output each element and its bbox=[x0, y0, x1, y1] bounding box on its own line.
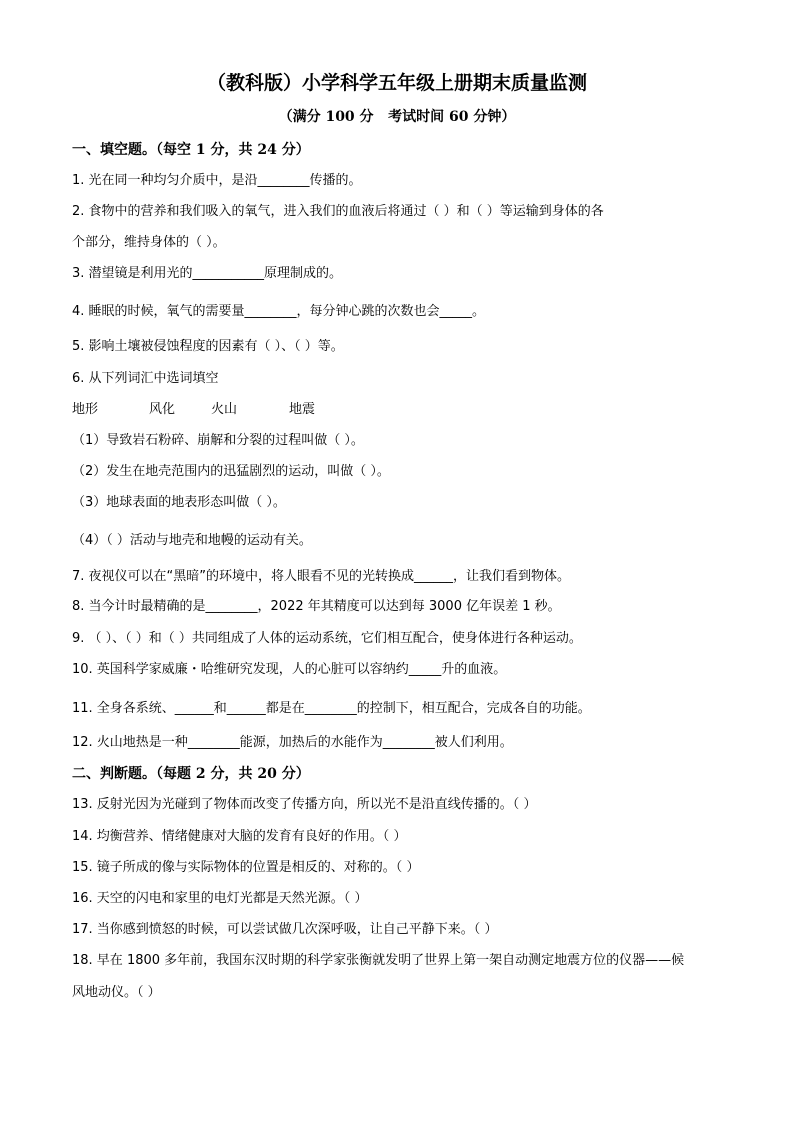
question-17: 17. 当你感到愤怒的时候，可以尝试做几次深呼吸，让自己平静下来。（ ） bbox=[72, 922, 498, 937]
question-7: 7. 夜视仪可以在“黑暗”的环境中，将人眼看不见的光转换成______，让我们看到物体。 bbox=[72, 569, 571, 584]
question-16: 16. 天空的闪电和家里的电灯光都是天然光源。（ ） bbox=[72, 891, 368, 906]
word-bank-item: 地形 bbox=[72, 402, 99, 417]
word-bank bbox=[72, 401, 752, 419]
word-bank-item: 火山 bbox=[211, 402, 238, 417]
question-1: 1. 光在同一种均匀介质中，是沿________传播的。 bbox=[72, 173, 362, 188]
question-14: 14. 均衡营养、情绪健康对大脑的发育有良好的作用。（ ） bbox=[72, 829, 407, 844]
question-5: 5. 影响土壤被侵蚀程度的因素有（ ）、（ ）等。 bbox=[72, 339, 344, 354]
question-2-line-2: 个部分，维持身体的（ ）。 bbox=[72, 235, 226, 250]
question-18-line-1: 18. 早在 1800 多年前，我国东汉时期的科学家张衡就发明了世界上第一架自动测定地震方位的仪器——候 bbox=[72, 953, 685, 968]
exam-subtitle: （满分 100 分 考试时间 60 分钟） bbox=[278, 109, 516, 125]
question-6: 6. 从下列词汇中选词填空 bbox=[72, 371, 219, 386]
question-6-4: （4）（ ）活动与地壳和地幔的运动有关。 bbox=[72, 533, 312, 548]
section1-heading: 一、填空题。（每空 1 分，共 24 分） bbox=[72, 142, 310, 158]
question-12: 12. 火山地热是一种________能源，加热后的水能作为________被人们利用。 bbox=[72, 735, 513, 750]
question-11: 11. 全身各系统、______和______都是在________的控制下，相互配合，完成各自的功能。 bbox=[72, 701, 591, 716]
question-6-3: （3）地球表面的地表形态叫做（ ）。 bbox=[72, 495, 286, 510]
question-13: 13. 反射光因为光碰到了物体而改变了传播方向，所以光不是沿直线传播的。（ ） bbox=[72, 797, 537, 812]
question-2-line-1: 2. 食物中的营养和我们吸入的氧气，进入我们的血液后将通过（ ）和（ ）等运输到身体的各 bbox=[72, 204, 604, 219]
question-10: 10. 英国科学家威廉・哈维研究发现，人的心脏可以容纳约_____升的血液。 bbox=[72, 662, 507, 677]
word-bank-item: 地震 bbox=[289, 402, 316, 417]
question-18-line-2: 风地动仪。（ ） bbox=[72, 985, 161, 1000]
question-4: 4. 睡眠的时候，氧气的需要量________，每分钟心跳的次数也会_____。 bbox=[72, 304, 486, 319]
word-bank-item: 风化 bbox=[149, 402, 176, 417]
question-8: 8. 当今计时最精确的是________，2022 年其精度可以达到每 3000 亿年误差 1 秒。 bbox=[72, 599, 561, 614]
question-15: 15. 镜子所成的像与实际物体的位置是相反的、对称的。（ ） bbox=[72, 860, 420, 875]
question-6-2: （2）发生在地壳范围内的迅猛剧烈的运动，叫做（ ）。 bbox=[72, 464, 390, 479]
exam-title: （教科版）小学科学五年级上册期末质量监测 bbox=[206, 72, 587, 94]
question-3: 3. 潜望镜是利用光的___________原理制成的。 bbox=[72, 266, 343, 281]
question-6-1: （1）导致岩石粉碎、崩解和分裂的过程叫做（ ）。 bbox=[72, 433, 364, 448]
section2-heading: 二、判断题。（每题 2 分，共 20 分） bbox=[72, 766, 310, 782]
question-9: 9. （ ）、（ ）和（ ）共同组成了人体的运动系统，它们相互配合，使身体进行各种运动。 bbox=[72, 631, 582, 646]
